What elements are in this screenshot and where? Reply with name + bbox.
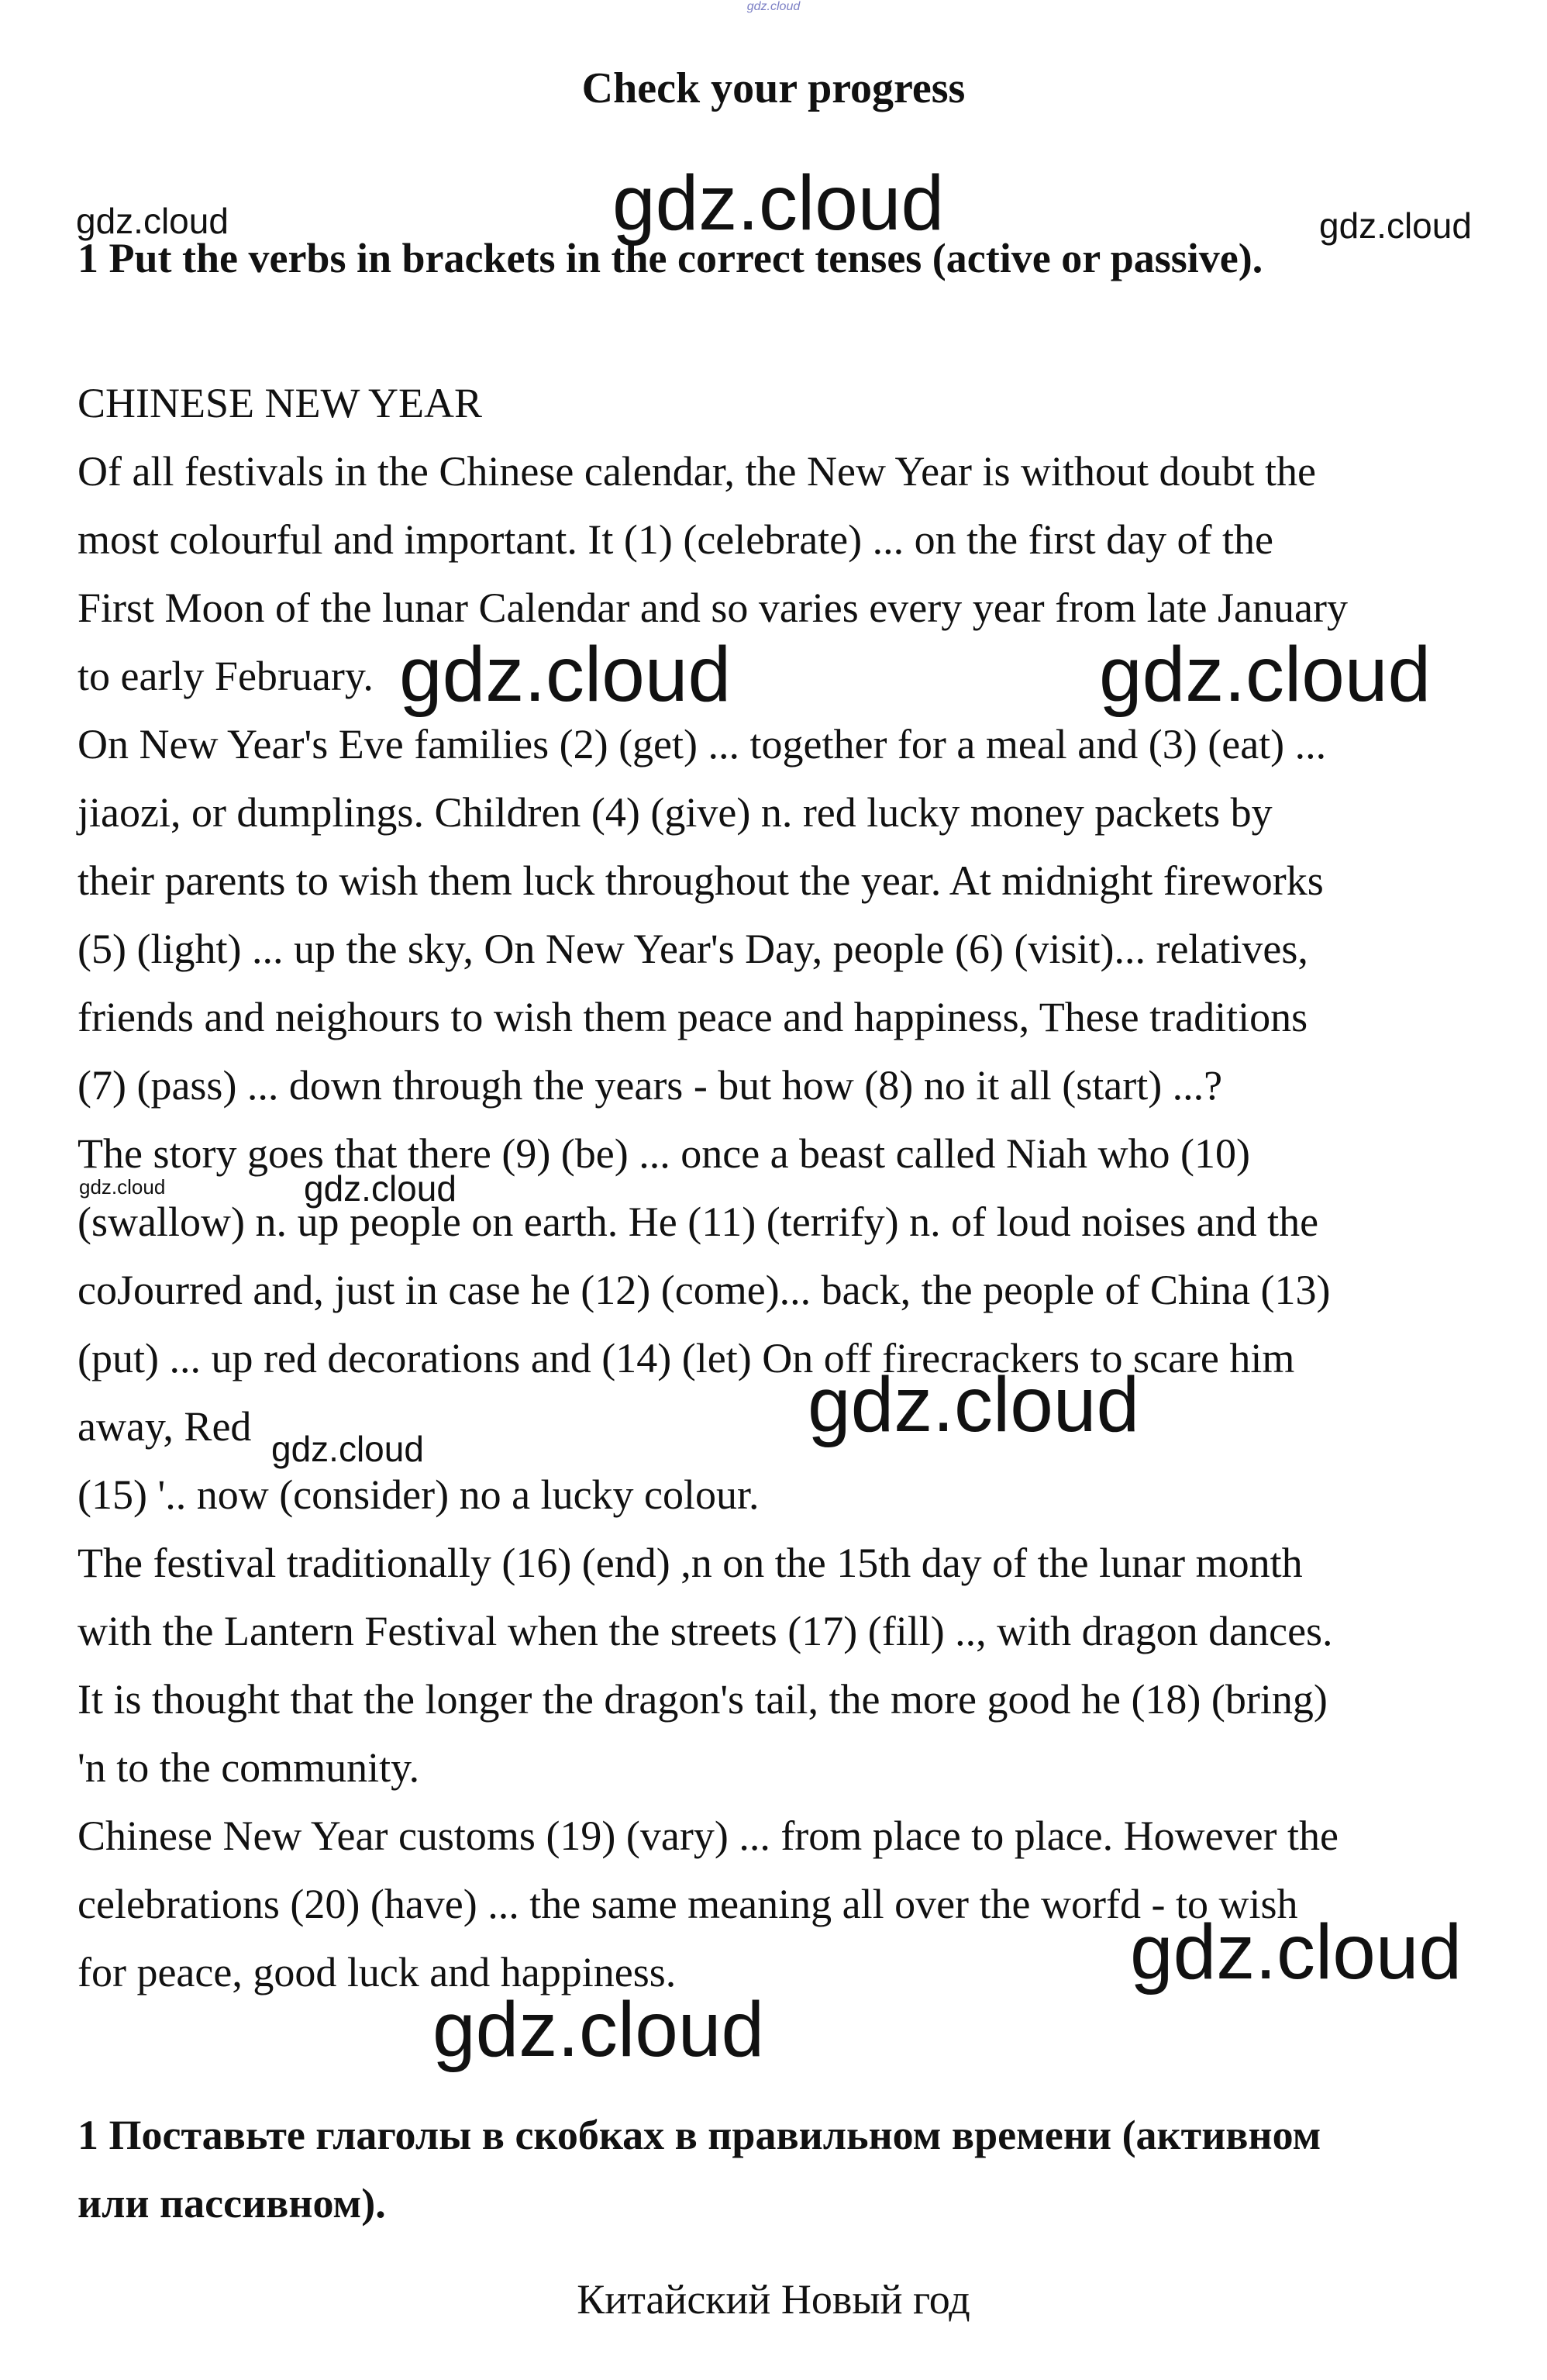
watermark-text: gdz.cloud — [1130, 1909, 1463, 1995]
story-line: for peace, good luck and happiness. — [78, 1949, 677, 1995]
ru-heading-line: или пассивном). — [78, 2180, 386, 2227]
ru-task-heading — [78, 2101, 1488, 2237]
story-line: with the Lantern Festival when the streets (17) (fill) .., with dragon dances. — [78, 1608, 1333, 1654]
watermark-text: gdz.cloud — [79, 1175, 166, 1199]
watermark-text: gdz.cloud — [271, 1429, 424, 1469]
watermark-text: gdz.cloud — [399, 631, 732, 718]
watermark-text: gdz.cloud — [432, 1986, 765, 2073]
task-heading: 1 Put the verbs in brackets in the correct tenses (active or passive). — [78, 235, 1263, 281]
story-line: friends and neighours to wish them peace and happiness, These traditions — [78, 994, 1308, 1040]
story-line: (swallow) n. up people on earth. He (11) (terrify) n. of loud noises and the — [78, 1199, 1319, 1245]
story-line: their parents to wish them luck throughout the year. At midnight fireworks — [78, 857, 1324, 904]
story-line: celebrations (20) (have) ... the same meaning all over the worfd - to wish — [78, 1881, 1298, 1927]
story-line: It is thought that the longer the dragon's tail, the more good he (18) (bring) — [78, 1676, 1328, 1723]
story-line: jiaozi, or dumplings. Children (4) (give) n. red lucky money packets by — [78, 789, 1273, 836]
story-line: (15) '.. now (consider) no a lucky colour. — [78, 1471, 760, 1518]
story-line: away, Red — [78, 1403, 252, 1450]
story-line: 'n to the community. — [78, 1744, 420, 1791]
top-watermark: gdz.cloud — [746, 0, 801, 13]
ru-heading-line: 1 Поставьте глаголы в скобках в правильном времени (активном — [78, 2112, 1321, 2158]
story-line: The story goes that there (9) (be) ... once a beast called Niah who (10) — [78, 1130, 1250, 1177]
story-line: to early February. — [78, 653, 374, 699]
story-heading: CHINESE NEW YEAR — [78, 380, 482, 426]
story-line: (7) (pass) ... down through the years - but how (8) no it all (start) ...? — [78, 1062, 1223, 1109]
story-line: most colourful and important. It (1) (celebrate) ... on the first day of the — [78, 516, 1274, 563]
story-line: (5) (light) ... up the sky, On New Year's Day, people (6) (visit)... relatives, — [78, 926, 1308, 972]
story-line: (put) ... up red decorations and (14) (let) On off firecrackers to scare him — [78, 1335, 1295, 1381]
watermark-text: gdz.cloud — [76, 201, 229, 241]
story-line: The festival traditionally (16) (end) ,n on the 15th day of the lunar month — [78, 1540, 1303, 1586]
story-line: Chinese New Year customs (19) (vary) ... from place to place. However the — [78, 1813, 1339, 1859]
story-text — [78, 369, 1504, 2006]
watermark-text: gdz.cloud — [1319, 205, 1472, 246]
watermark-text: gdz.cloud — [1099, 631, 1432, 718]
page-title: Check your progress — [581, 64, 966, 112]
ru-story-title: Китайский Новый год — [577, 2276, 970, 2323]
watermark-text: gdz.cloud — [304, 1168, 457, 1209]
story-line: First Moon of the lunar Calendar and so varies every year from late January — [78, 585, 1348, 631]
watermark-text: gdz.cloud — [612, 160, 945, 247]
story-line: Of all festivals in the Chinese calendar, the New Year is without doubt the — [78, 448, 1316, 495]
story-line: coJourred and, just in case he (12) (come)... back, the people of China (13) — [78, 1267, 1331, 1313]
story-line: On New Year's Eve families (2) (get) ... together for a meal and (3) (eat) ... — [78, 721, 1327, 767]
watermark-text: gdz.cloud — [808, 1361, 1140, 1448]
